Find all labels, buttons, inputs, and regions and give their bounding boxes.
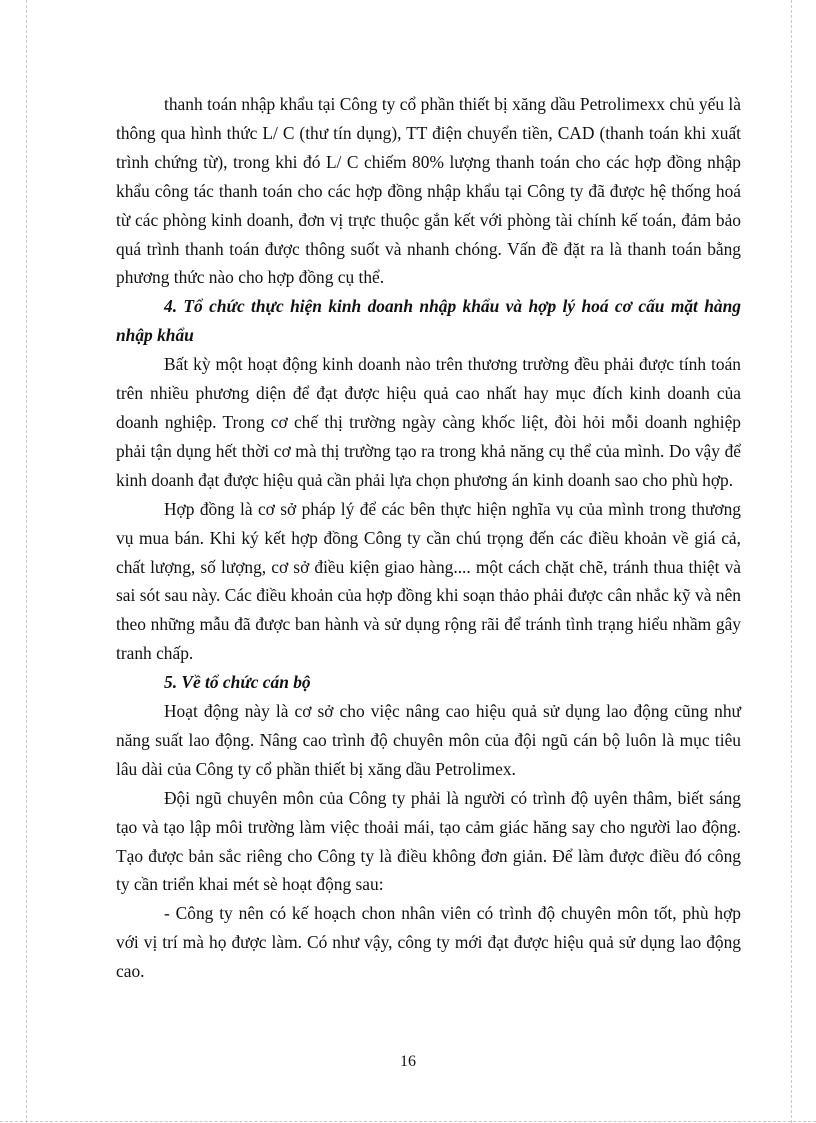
document-body	[116, 90, 741, 986]
page-border-left	[26, 0, 27, 1123]
paragraph-business: Bất kỳ một hoạt động kinh doanh nào trên thương trường đều phải được tính toán trên nhiều phương diện để đạt được hiệu quả cao nhất hay mục đích kinh doanh của doanh nghiệp. Trong cơ chế thị trường ngày càng khốc liệt, đòi hỏi mỗi doanh nghiệp phải tận dụng hết thời cơ mà thị trường tạo ra trong khả năng cụ thể của mình. Do vậy để kinh doanh đạt được hiệu quả cần phải lựa chọn phương án kinh doanh sao cho phù hợp.	[116, 354, 741, 490]
paragraph-hiring: - Công ty nên có kế hoạch chon nhân viên có trình độ chuyên môn tốt, phù hợp với vị trí mà họ được làm. Có như vậy, công ty mới đạt được hiệu quả sử dụng lao động cao.	[116, 903, 741, 982]
paragraph-payment: thanh toán nhập khẩu tại Công ty cổ phần thiết bị xăng dầu Petrolimexx chủ yếu là thông qua hình thức L/ C (thư tín dụng), TT điện chuyển tiền, CAD (thanh toán khi xuất trình chứng từ), trong khi đó L/ C chiếm 80% lượng thanh toán cho các hợp đồng nhập khẩu công tác thanh toán cho các hợp đồng nhập khẩu tại Công ty đã được hệ thống hoá từ các phòng kinh doanh, đơn vị trực thuộc gắn kết với phòng tài chính kế toán, đảm bảo quá trình thanh toán được thông suốt và nhanh chóng. Vấn đề đặt ra là thanh toán bằng phương thức nào cho hợp đồng cụ thể.	[116, 94, 741, 288]
heading-section-5: 5. Về tổ chức cán bộ	[164, 672, 311, 693]
paragraph-staff: Đội ngũ chuyên môn của Công ty phải là người có trình độ uyên thâm, biết sáng tạo và tạo lập môi trường làm việc thoải mái, tạo cảm giác hăng say cho người lao động. Tạo được bản sắc riêng cho Công ty là điều không đơn giản. Để làm được điều đó công ty cần triển khai mét sè hoạt động sau:	[116, 787, 741, 895]
page-border-bottom	[0, 1121, 816, 1122]
heading-section-4: 4. Tổ chức thực hiện kinh doanh nhập khẩu và hợp lý hoá cơ cấu mặt hàng nhập khẩu	[116, 296, 741, 346]
page-border-right	[791, 0, 792, 1123]
paragraph-activity: Hoạt động này là cơ sở cho việc nâng cao hiệu quả sử dụng lao động cũng như năng suất lao động. Nâng cao trình độ chuyên môn của đội ngũ cán bộ luôn là mục tiêu lâu dài của Công ty cổ phần thiết bị xăng dầu Petrolimex.	[116, 701, 741, 779]
paragraph-contract: Hợp đồng là cơ sở pháp lý để các bên thực hiện nghĩa vụ của mình trong thương vụ mua bán. Khi ký kết hợp đồng Công ty cần chú trọng đến các điều khoản về giá cả, chất lượng, số lượng, cơ sở điều kiện giao hàng.... một cách chặt chẽ, tránh thua thiệt và sai sót sau này. Các điều khoản của hợp đồng khi soạn thảo phải được cân nhắc kỹ và nên theo những mẫu đã được ban hành và sử dụng rộng rãi để tránh tình trạng hiểu nhầm gây tranh chấp.	[116, 498, 741, 664]
page-number: 16	[400, 1053, 416, 1070]
